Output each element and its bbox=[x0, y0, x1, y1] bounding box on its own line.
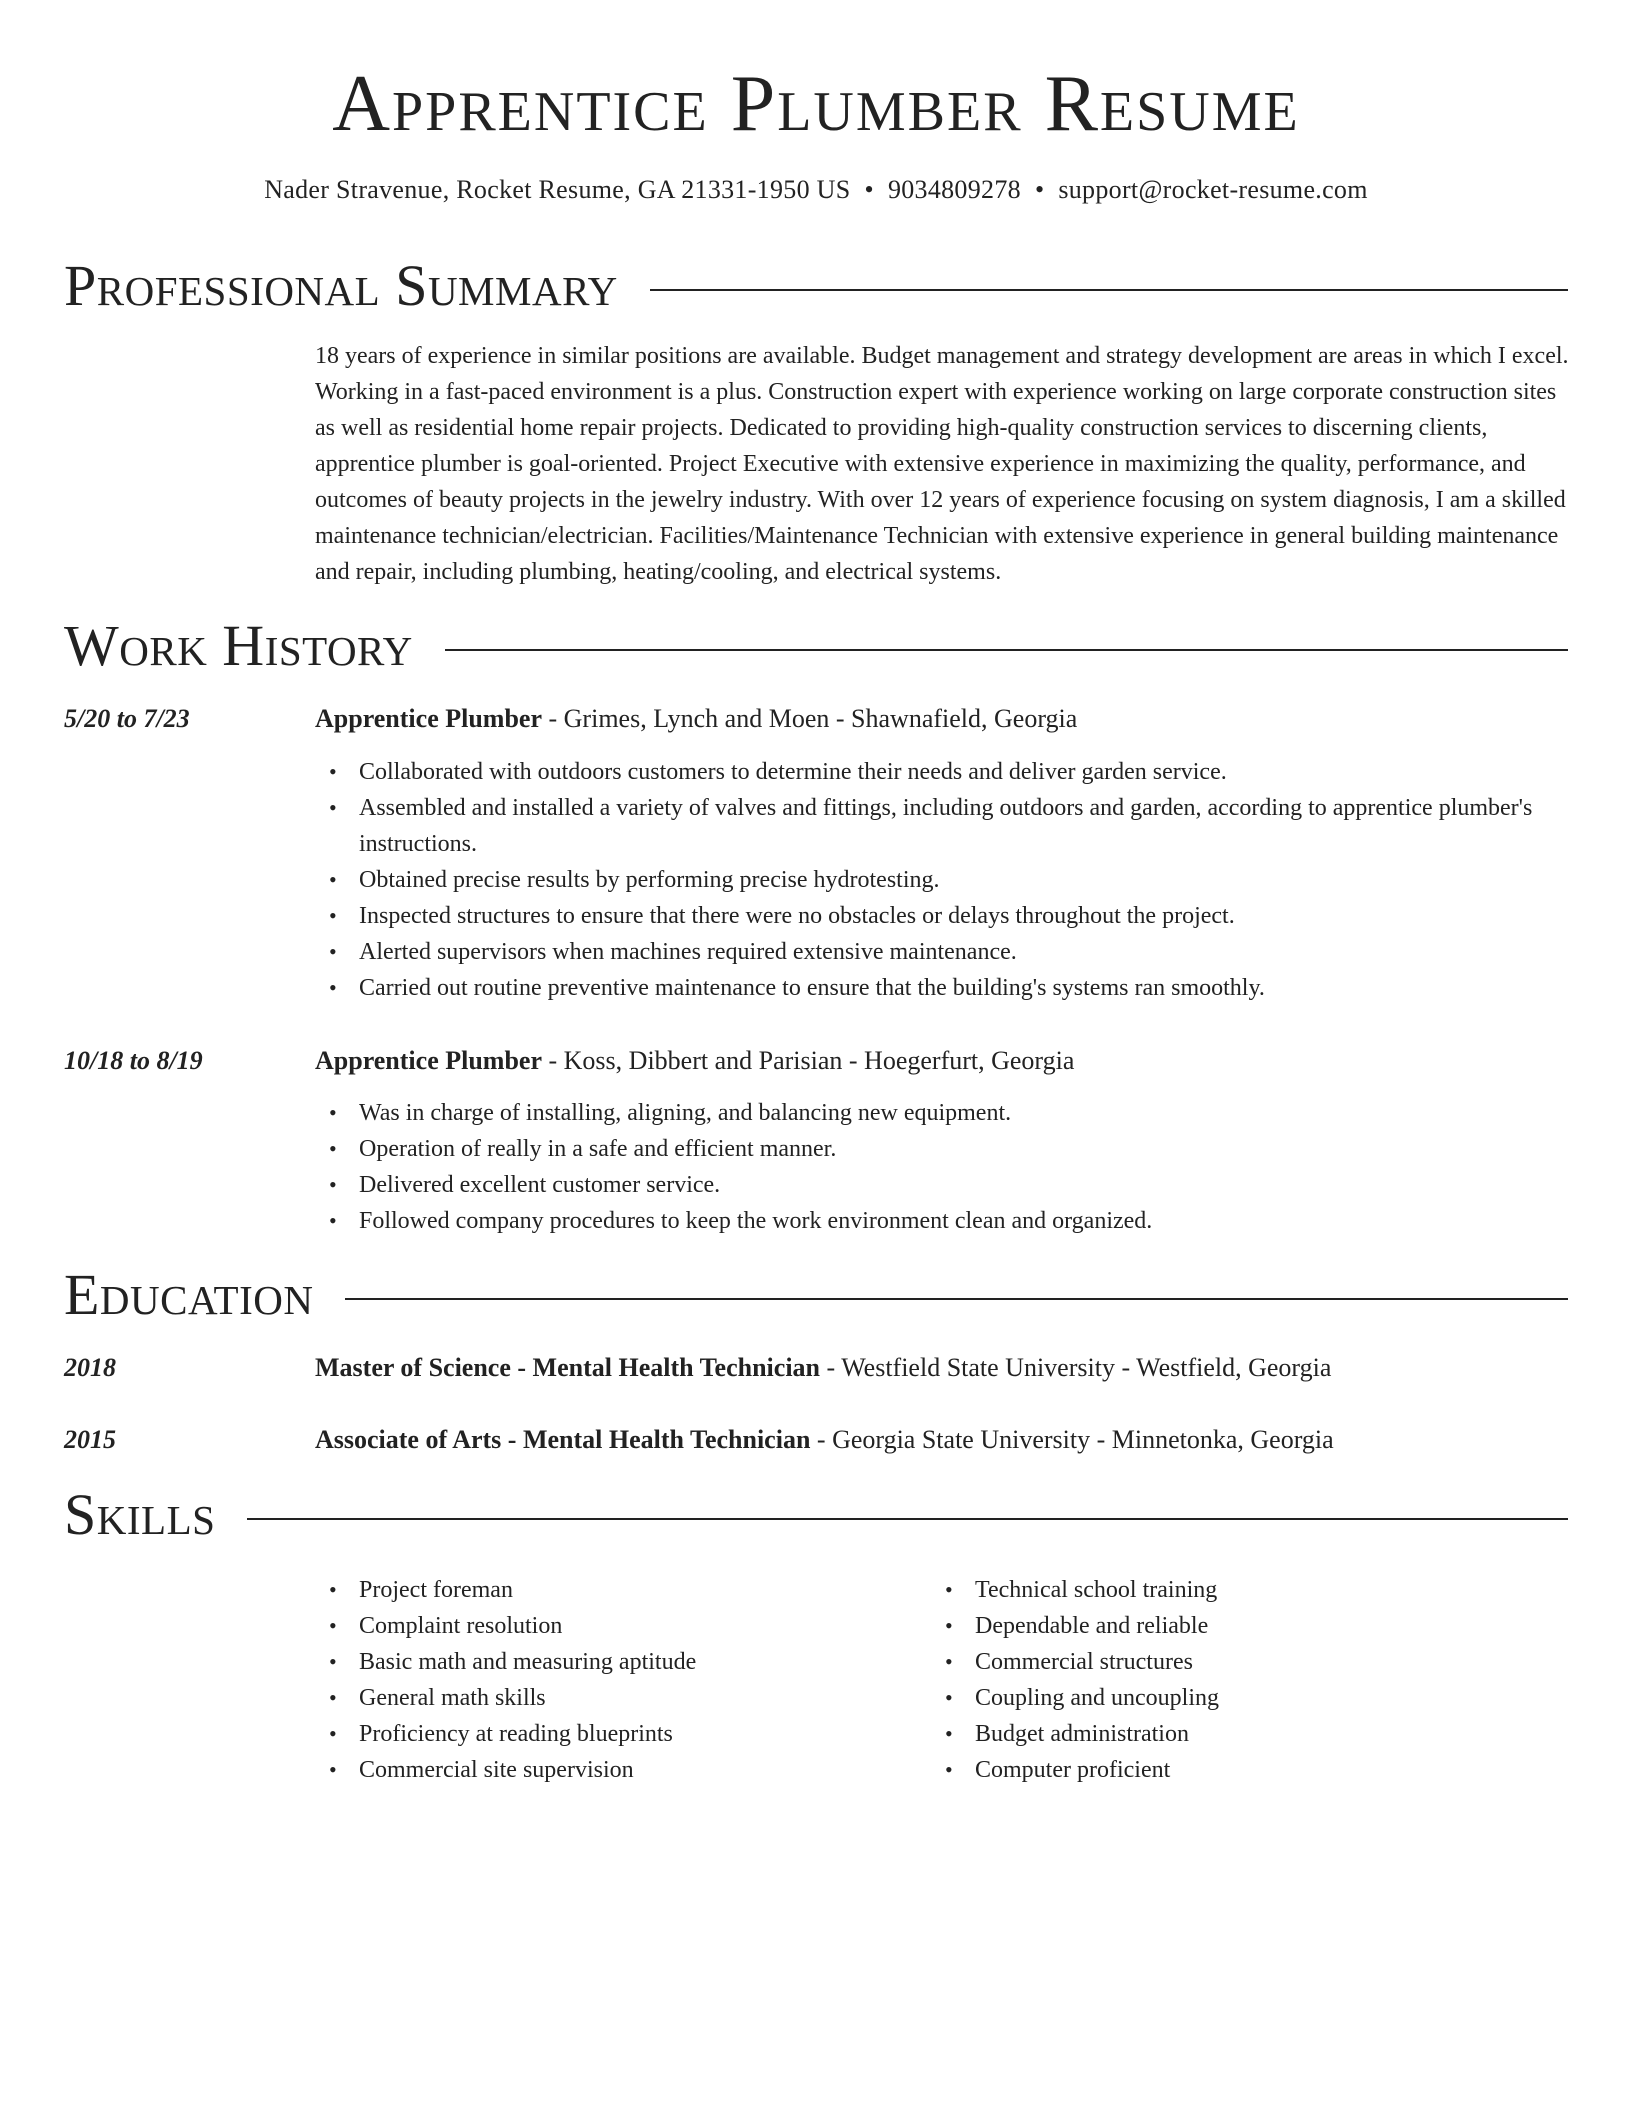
skill-item: • Commercial site supervision bbox=[359, 1752, 959, 1788]
skills-heading-rule bbox=[247, 1518, 1568, 1520]
job-bullet: • Alerted supervisors when machines required extensive maintenance. bbox=[359, 934, 1612, 970]
education-heading-rule bbox=[345, 1298, 1568, 1300]
job-bullets bbox=[315, 754, 1612, 1006]
contact-phone: 9034809278 bbox=[887, 175, 1021, 204]
education-entry bbox=[64, 1350, 1568, 1386]
job-bullet: • Followed company procedures to keep the work environment clean and organized. bbox=[359, 1203, 1612, 1239]
job-bullet: • Delivered excellent customer service. bbox=[359, 1167, 1612, 1203]
education-heading-text: Education bbox=[64, 1262, 314, 1327]
skill-item: • Coupling and uncoupling bbox=[975, 1680, 1575, 1716]
job-dates: 5/20 to 7/23 bbox=[64, 704, 190, 733]
summary-heading-text: Professional Summary bbox=[64, 253, 618, 318]
education-degree: Master of Science - Mental Health Technician bbox=[315, 1353, 821, 1382]
skills-list-left bbox=[315, 1572, 959, 1788]
job-header bbox=[315, 701, 1077, 737]
summary-heading-rule bbox=[650, 289, 1568, 291]
education-entry bbox=[64, 1422, 1568, 1458]
summary-heading bbox=[64, 253, 1568, 319]
job-bullet: • Operation of really in a safe and efficient manner. bbox=[359, 1131, 1612, 1167]
education-details: - Georgia State University - Minnetonka, Georgia bbox=[810, 1425, 1334, 1454]
contact-separator: • bbox=[1034, 175, 1045, 204]
contact-line bbox=[0, 172, 1632, 208]
skills-list-right bbox=[931, 1572, 1575, 1788]
job-bullets bbox=[315, 1095, 1612, 1239]
job-bullet: • Carried out routine preventive maintenance to ensure that the building's systems ran smoothly. bbox=[359, 970, 1612, 1006]
job-bullet: • Collaborated with outdoors customers to determine their needs and deliver garden service. bbox=[359, 754, 1612, 790]
job-header bbox=[315, 1043, 1074, 1079]
skill-item: • Complaint resolution bbox=[359, 1608, 959, 1644]
resume-title: Apprentice Plumber Resume bbox=[332, 60, 1300, 148]
job-details: - Grimes, Lynch and Moen - Shawnafield, Georgia bbox=[542, 704, 1078, 733]
education-year: 2018 bbox=[64, 1353, 116, 1382]
job-bullet: • Obtained precise results by performing precise hydrotesting. bbox=[359, 862, 1612, 898]
work-history-heading-rule bbox=[445, 649, 1568, 651]
skill-item: • Dependable and reliable bbox=[975, 1608, 1575, 1644]
job-role: Apprentice Plumber bbox=[315, 704, 542, 733]
skill-item: • Commercial structures bbox=[975, 1644, 1575, 1680]
work-history-heading bbox=[64, 613, 1568, 679]
job-dates: 10/18 to 8/19 bbox=[64, 1046, 203, 1075]
skill-item: • Budget administration bbox=[975, 1716, 1575, 1752]
skills-heading-text: Skills bbox=[64, 1482, 216, 1547]
skill-item: • Computer proficient bbox=[975, 1752, 1575, 1788]
job-bullet: • Assembled and installed a variety of valves and fittings, including outdoors and garden, according to apprentice plumber's instructions. bbox=[359, 790, 1612, 862]
skill-item: • Technical school training bbox=[975, 1572, 1575, 1608]
job-bullet: • Was in charge of installing, aligning, and balancing new equipment. bbox=[359, 1095, 1612, 1131]
summary-text: 18 years of experience in similar positions are available. Budget management and strategy development are areas in which I excel. Working in a fast-paced environment is a plus. Construction expert with experience working on large corporate construction sites as well as residential home repair projects. Dedicated to providing high-quality construction services to discerning clients, apprentice plumber is goal-oriented. Project Executive with extensive experience in maximizing the quality, performance, and outcomes of beauty projects in the jewelry industry. With over 12 years of experience focusing on system diagnosis, I am a skilled maintenance technician/electrician. Facilities/Maintenance Technician with extensive experience in general building maintenance and repair, including plumbing, heating/cooling, and electrical systems. bbox=[315, 343, 1569, 585]
skill-item: • Basic math and measuring aptitude bbox=[359, 1644, 959, 1680]
education-header bbox=[315, 1422, 1334, 1458]
job-bullet: • Inspected structures to ensure that there were no obstacles or delays throughout the project. bbox=[359, 898, 1612, 934]
skills-heading bbox=[64, 1482, 1568, 1548]
education-degree: Associate of Arts - Mental Health Technician bbox=[315, 1425, 811, 1454]
job-role: Apprentice Plumber bbox=[315, 1046, 542, 1075]
education-year: 2015 bbox=[64, 1425, 116, 1454]
contact-email[interactable]: support@rocket-resume.com bbox=[1058, 175, 1368, 204]
job-details: - Koss, Dibbert and Parisian - Hoegerfurt, Georgia bbox=[542, 1046, 1075, 1075]
education-heading bbox=[64, 1262, 1568, 1328]
skill-item: • Proficiency at reading blueprints bbox=[359, 1716, 959, 1752]
skill-item: • Project foreman bbox=[359, 1572, 959, 1608]
education-header bbox=[315, 1350, 1331, 1386]
contact-address: Nader Stravenue, Rocket Resume, GA 21331-1950 US bbox=[264, 175, 851, 204]
contact-separator: • bbox=[864, 175, 874, 204]
skill-item: • General math skills bbox=[359, 1680, 959, 1716]
education-details: - Westfield State University - Westfield, Georgia bbox=[820, 1353, 1332, 1382]
work-history-heading-text: Work History bbox=[64, 613, 413, 678]
